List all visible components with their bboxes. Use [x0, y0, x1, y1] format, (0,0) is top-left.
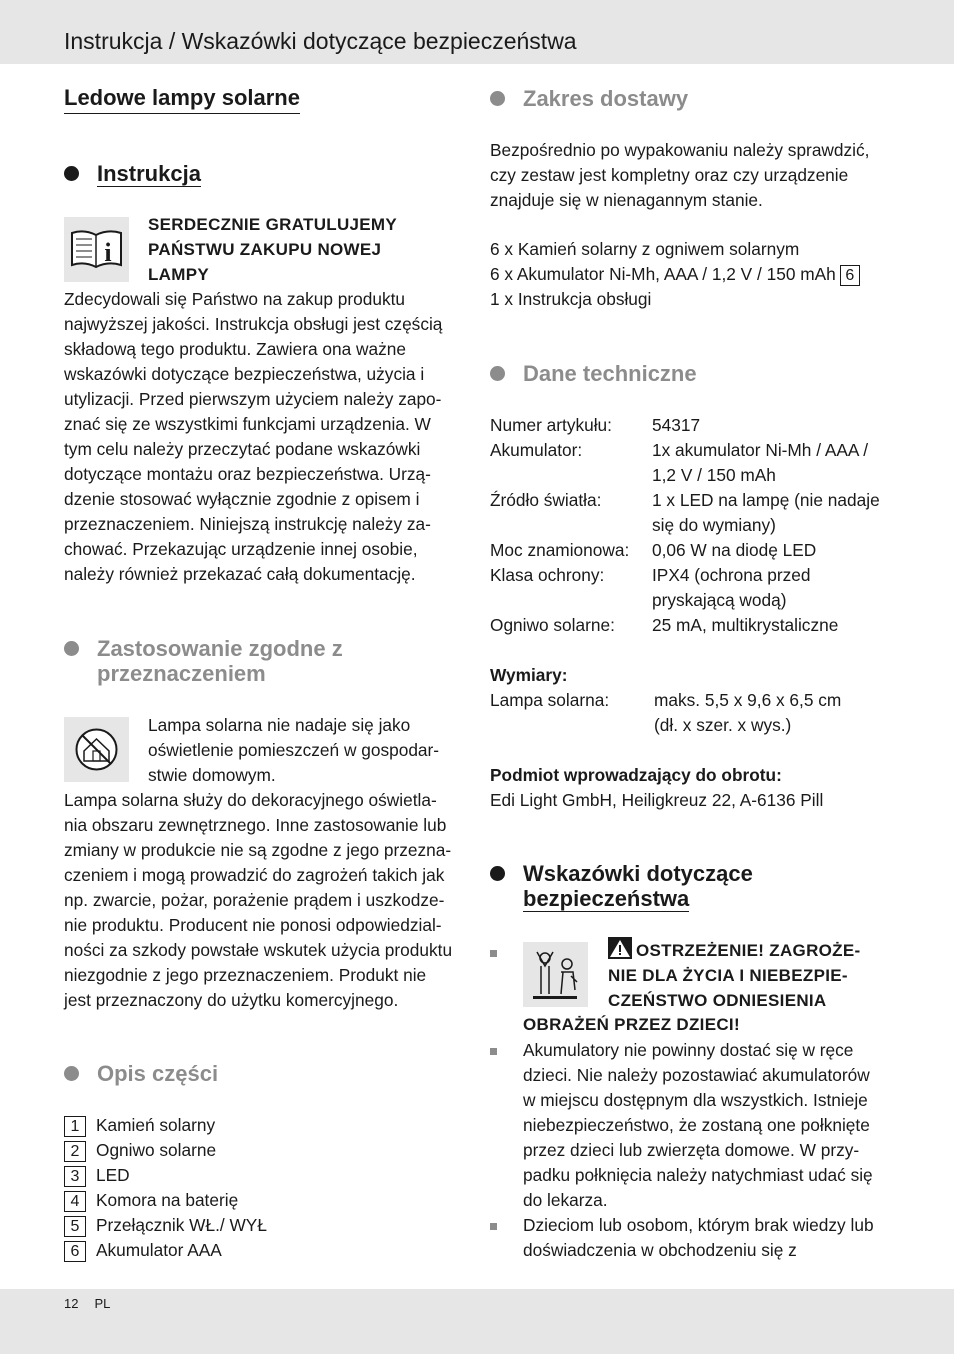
header-title: Instrukcja / Wskazówki dotyczące bezpieczeństwa — [64, 28, 577, 54]
text-line: Dzieciom lub osobom, którym brak wiedzy lub — [523, 1215, 874, 1235]
text-line: 1x akumulator Ni-Mh / AAA / — [652, 440, 869, 460]
section-title-text: Instrukcja — [97, 161, 201, 186]
delivery-item-text: 6 x Akumulator Ni-Mh, AAA / 1,2 V / 150 mAh — [490, 264, 836, 284]
safety-item-2 — [523, 1213, 893, 1263]
square-bullet-icon — [490, 950, 497, 957]
part-number: 5 — [64, 1216, 86, 1237]
text-line: wskazówki dotyczące bezpieczeństwa, użycia i — [64, 364, 425, 384]
child-warning-heading — [608, 937, 898, 1013]
text-line: padku połknięcia należy natychmiast udać się — [523, 1165, 873, 1185]
delivery-item — [490, 287, 890, 312]
section-opis-title — [64, 1061, 464, 1086]
text-line: dotyczące montażu oraz bezpieczeństwa. Urzą- — [64, 464, 431, 484]
text-line: niebezpieczeństwo, że zostaną one połknięte — [523, 1115, 870, 1135]
main-title: Ledowe lampy solarne — [64, 84, 300, 114]
part-number: 3 — [64, 1166, 86, 1187]
section-title-text: Dane techniczne — [523, 361, 697, 386]
warning-text: OSTRZEŻENIE! ZAGROŻE- — [636, 941, 861, 960]
indoor-warning-text — [148, 713, 468, 788]
text-line: 25 mA, multikrystaliczne — [652, 615, 839, 635]
part-label: Akumulator AAA — [96, 1240, 222, 1260]
language-code: PL — [94, 1296, 111, 1311]
footer-text — [64, 1296, 126, 1311]
zakres-items — [490, 237, 890, 312]
section-wskazowki-title — [490, 861, 890, 912]
section-bullet-icon — [490, 366, 505, 381]
text-line: znajduje się w nienagannym stanie. — [490, 190, 763, 210]
part-label: Kamień solarny — [96, 1115, 216, 1135]
text-line: utylizacji. Przed pierwszym użyciem należy zapo- — [64, 389, 442, 409]
part-number: 2 — [64, 1141, 86, 1162]
section-bullet-icon — [64, 641, 79, 656]
text-line: NIE DLA ŻYCIA I NIEBEZPIE- — [608, 966, 848, 985]
text-line: np. zwarcie, pożar, porażenie prądem i uszkodze- — [64, 890, 445, 910]
text-line: Akumulatory nie powinny dostać się w ręce — [523, 1040, 854, 1060]
text-line: (dł. x szer. x wys.) — [654, 715, 792, 735]
text-line: SERDECZNIE GRATULUJEMY — [148, 215, 398, 234]
tech-label: Akumulator: — [490, 440, 583, 460]
text-line: najwyższej jakości. Instrukcja obsługi jest częścią — [64, 314, 443, 334]
main-title-wrap — [64, 84, 300, 114]
section-title-text: Opis części — [97, 1061, 219, 1086]
section-zakres-title — [490, 86, 890, 111]
square-bullet-icon — [490, 1223, 497, 1230]
text-line: przez dzieci lub zwierzęta domowe. W przy- — [523, 1140, 860, 1160]
part-ref-box: 6 — [840, 265, 860, 286]
no-indoor-use-icon — [64, 717, 129, 782]
text-line: czy zestaw jest kompletny oraz czy urządzenie — [490, 165, 849, 185]
dimensions-heading: Wymiary: — [490, 665, 568, 685]
text-line: zmiany w produkcie nie są zgodne z jego przezna- — [64, 840, 452, 860]
part-row — [64, 1138, 216, 1163]
tech-value — [652, 538, 892, 563]
text-line: ności za szkody powstałe wskutek użycia produktu — [64, 940, 453, 960]
text-line: należy również przekazać całą dokumentację. — [64, 564, 416, 584]
text-line: się do wymiany) — [652, 515, 776, 535]
section-bullet-icon — [490, 866, 505, 881]
part-label: Ogniwo solarne — [96, 1140, 217, 1160]
section-bullet-icon — [64, 166, 79, 181]
warning-triangle-icon — [608, 937, 632, 959]
delivery-item-text: 6 x Kamień solarny z ogniwem solarnym — [490, 239, 800, 259]
tech-label: Źródło światła: — [490, 490, 602, 510]
delivery-item — [490, 237, 890, 262]
tech-value — [652, 563, 892, 613]
text-line: 1 x LED na lampę (nie nadaje — [652, 490, 880, 510]
text-line: doświadczenia w obchodzeniu się z — [523, 1240, 797, 1260]
part-row — [64, 1163, 130, 1188]
text-line: w miejscu dostępnym dla wszystkich. Istnieje — [523, 1090, 868, 1110]
tech-label: Ogniwo solarne: — [490, 615, 615, 635]
tech-value — [652, 413, 892, 438]
delivery-item-text: 1 x Instrukcja obsługi — [490, 289, 652, 309]
svg-text:i: i — [104, 238, 112, 267]
text-line: jest przeznaczony do użytku komercyjnego. — [64, 990, 399, 1010]
child-warning-icon — [523, 942, 588, 1007]
text-line: czeniem i mogą prowadzić do zagrożeń takich jak — [64, 865, 445, 885]
instrukcja-body — [64, 287, 464, 587]
part-number: 4 — [64, 1191, 86, 1212]
book-info-icon — [64, 217, 129, 282]
text-line: znać się ze wszystkimi funkcjami urządzenia. W — [64, 414, 431, 434]
text-line: stwie domowym. — [148, 765, 276, 785]
safety-item-1 — [523, 1038, 893, 1213]
part-label: Przełącznik WŁ./ WYŁ — [96, 1215, 267, 1235]
section-dane-title — [490, 361, 890, 386]
tech-label: Klasa ochrony: — [490, 565, 605, 585]
congrats-heading — [148, 212, 468, 287]
tech-value — [652, 613, 892, 638]
section-title-text: bezpieczeństwa — [523, 886, 690, 911]
section-title-text: Zastosowanie zgodne z — [97, 636, 343, 661]
text-line: oświetlenie pomieszczeń w gospodar- — [148, 740, 440, 760]
square-bullet-icon — [490, 1048, 497, 1055]
zastosowanie-body — [64, 788, 464, 1013]
section-title-text: przeznaczeniem — [97, 661, 266, 686]
text-line: Zdecydowali się Państwo na zakup produktu — [64, 289, 406, 309]
text-line: składową tego produktu. Zawiera ona ważne — [64, 339, 406, 359]
section-bullet-icon — [490, 91, 505, 106]
text-line: nia obszaru zewnętrznego. Inne zastosowanie lub — [64, 815, 447, 835]
text-line: niezgodnie z jego przeznaczeniem. Produkt nie — [64, 965, 427, 985]
part-row — [64, 1213, 267, 1238]
section-zastosowanie-title — [64, 636, 464, 686]
part-row — [64, 1188, 238, 1213]
text-line: PAŃSTWU ZAKUPU NOWEJ — [148, 240, 382, 259]
tech-value — [654, 688, 894, 738]
tech-label: Lampa solarna: — [490, 690, 610, 710]
section-instrukcja-title — [64, 161, 464, 187]
text-line: Lampa solarna nie nadaje się jako — [148, 715, 411, 735]
text-line: nie produktu. Producent nie ponosi odpowiedzial- — [64, 915, 442, 935]
distributor-heading: Podmiot wprowadzający do obrotu: — [490, 765, 782, 785]
part-label: Komora na baterię — [96, 1190, 239, 1210]
section-title-text: Wskazówki dotyczące — [523, 861, 753, 886]
page-number: 12 — [64, 1296, 79, 1311]
distributor-address: Edi Light GmbH, Heiligkreuz 22, A-6136 Pill — [490, 790, 824, 810]
text-line: 54317 — [652, 415, 701, 435]
text-line: dzieci. Nie należy pozostawiać akumulatorów — [523, 1065, 870, 1085]
tech-label: Numer artykułu: — [490, 415, 612, 435]
text-line: Lampa solarna służy do dekoracyjnego oświetla- — [64, 790, 437, 810]
text-line: 1,2 V / 150 mAh — [652, 465, 776, 485]
text-line: LAMPY — [148, 265, 209, 284]
tech-label: Moc znamionowa: — [490, 540, 630, 560]
text-line: IPX4 (ochrona przed — [652, 565, 811, 585]
page-header — [0, 0, 954, 64]
text-line: do lekarza. — [523, 1190, 608, 1210]
part-label: LED — [96, 1165, 130, 1185]
text-line: tym celu należy przeczytać podane wskazówki — [64, 439, 421, 459]
text-line: dzenie stosować wyłącznie zgodnie z opisem i — [64, 489, 420, 509]
child-warning-last-line: OBRAŻEŃ PRZEZ DZIECI! — [523, 1015, 740, 1034]
text-line: maks. 5,5 x 9,6 x 6,5 cm — [654, 690, 842, 710]
section-bullet-icon — [64, 1066, 79, 1081]
text-line — [608, 937, 898, 963]
page-footer — [0, 1289, 954, 1354]
text-line: chować. Przekazując urządzenie innej osobie, — [64, 539, 418, 559]
zakres-intro — [490, 138, 890, 213]
text-line: przeznaczeniem. Niniejszą instrukcję należy za- — [64, 514, 431, 534]
text-line: 0,06 W na diodę LED — [652, 540, 817, 560]
part-row — [64, 1238, 222, 1263]
part-row — [64, 1113, 215, 1138]
tech-value — [652, 438, 892, 488]
text-line: CZEŃSTWO ODNIESIENIA — [608, 991, 827, 1010]
tech-value — [652, 488, 892, 538]
part-number: 1 — [64, 1116, 86, 1137]
section-title-text: Zakres dostawy — [523, 86, 689, 111]
part-number: 6 — [64, 1241, 86, 1262]
text-line: pryskającą wodą) — [652, 590, 787, 610]
text-line: Bezpośrednio po wypakowaniu należy sprawdzić, — [490, 140, 870, 160]
delivery-item — [490, 262, 890, 287]
